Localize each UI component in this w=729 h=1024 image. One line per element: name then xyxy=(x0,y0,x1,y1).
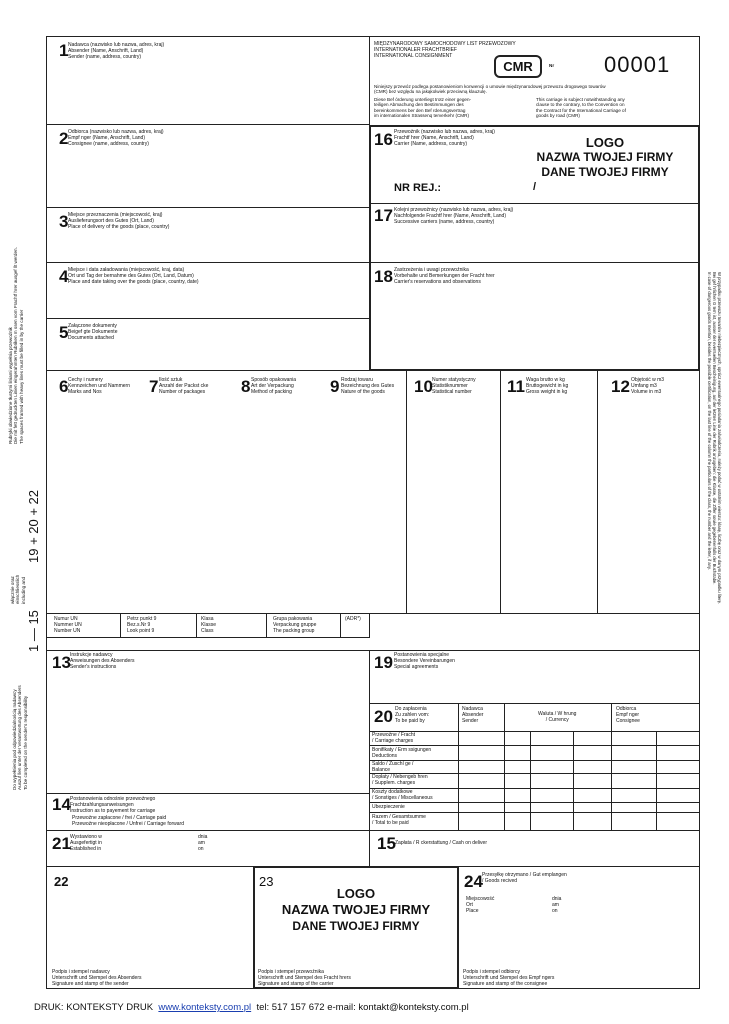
field-19-number: 19 xyxy=(374,653,393,672)
field-21-number: 21 xyxy=(52,834,71,853)
dangerous-goods-note-de: Bei gef hrlichen G tern ist, ausser der eventuellen Bescheinigung, auf der letzten Linie der Rubrik anzugeben: die Klasse, die Ziffer sowie gegebenenfalls der Buchstabe. xyxy=(712,272,717,585)
field-20-number: 20 xyxy=(374,707,393,726)
field-13-label: Instrukcje nadawcy Anweisungen des Absenders Sender's instructions xyxy=(70,652,135,670)
sender-responsibility-note xyxy=(12,685,28,790)
stamp-logo-text: LOGO xyxy=(336,886,376,901)
registration-slash: / xyxy=(533,181,537,193)
printer-name: DRUK: KONTEKSTY DRUK xyxy=(34,1002,154,1013)
carrier-signature-label: Podpis i stempel przewoźnika Unterschrift und Stempel des Fracht hrers Signature and stamp of the carrier xyxy=(258,969,351,987)
title-de: INTERNATIONALER FRACHTBRIEF xyxy=(374,47,457,53)
dangerous-goods-note xyxy=(707,272,722,604)
pay-row-carriage: Przewoźne / Fracht / Carriage charges xyxy=(372,732,416,744)
field-11-label: Waga brutto w kg Bruttogewicht in kg Gross weight in kg xyxy=(526,377,569,395)
title-pl: MIĘDZYNARODOWY SAMOCHODOWY LIST PRZEWOZOWY xyxy=(374,41,516,47)
carrier-logo xyxy=(520,135,690,180)
field-7-label: Ilość sztuk Anzahl der Packst cke Number of packages xyxy=(159,377,209,395)
field-10-label: Numer statystyczny Statistiknummer Statistical number xyxy=(432,377,476,395)
nr-label: Nr xyxy=(549,63,555,68)
field-15-label: Zapłata / R ckerstattung / Cash on deliver xyxy=(395,840,487,846)
field-23-number: 23 xyxy=(259,874,274,889)
field-4-label: Miejsce i data załadowania (miejscowość, kraj, data) Ort und Tag der bernahme des Gutes (Ort, Land, Datum) Place and date taking over the goods (place, country, date) xyxy=(68,267,199,285)
field-3-label: Miejsce przeznaczenia (miejscowość, kraj) Auslieferungsort des Gutes (Ort, Land) Place of delivery of the goods (place, country) xyxy=(68,212,170,230)
cmr-badge: CMR xyxy=(494,55,542,78)
sender-responsibility-note-en: To be completed on the sender's responsibility xyxy=(22,695,28,790)
printer-contact: tel: 517 157 672 e-mail: kontakt@konteksty.com.pl xyxy=(256,1002,469,1013)
range-1-15: 1 — 15 xyxy=(26,610,41,652)
pay-row-balance: Saldo / Zuschl ge / Balance xyxy=(372,761,414,773)
sender-responsibility-note-pl: Do wypełnienia pod odpowiedzialnością nadawcy xyxy=(12,689,17,790)
pay-row-misc: Koszty dodatkowe / Sonstiges / Miscellaneous xyxy=(372,789,433,801)
field-10-number: 10 xyxy=(414,377,433,396)
class-label: Klasa Klasse Class xyxy=(201,616,217,634)
field-9-number: 9 xyxy=(330,377,340,396)
including-note xyxy=(10,575,26,604)
document-number: 00001 xyxy=(604,52,671,77)
including-note-de: einschliesslich xyxy=(15,574,21,604)
including-note-en: including and xyxy=(20,576,26,604)
field-19-label: Postanowienia specjalne Besondere Vereinbarungen Special agreements xyxy=(394,652,455,670)
look-point-label: Petrz punkt 9 Bez.s.Nr 9 Look point 9 xyxy=(127,616,157,634)
field-14-options: Przewoźne zapłacone / frei / Carriage paid Przewoźne nieopłacone / Unfrei / Carriage forward xyxy=(72,815,184,827)
pay-row-total: Razem / Gesamtsumme / Total to be paid xyxy=(372,814,426,826)
field-14-label: Postanowienia odnośnie przewoźnego Frachtzahlungsanweisungen Instruction as to payement for carriage xyxy=(70,796,156,814)
field-16-label: Przewoźnik (nazwisko lub nazwa, adres, kraj) Frachtf hrer (Name, Anschrift, Land) Carrier (Name, address, country) xyxy=(394,129,495,147)
pay-consignee-header: Odbiorca Empf nger Consignee xyxy=(616,706,640,724)
printer-website-link[interactable]: www.konteksty.com.pl xyxy=(158,1002,252,1013)
field-12-label: Objętość w m3 Umfang m3 Volume in m3 xyxy=(631,377,665,395)
convention-note-de: Diese Bef órderung unterliegt trotz einer gegen- teiligen Abmachung den Bestimmungen des bereinkommens ber den Bef rderungsvertrag im internationalen Strassenq terverkehr (CMR) xyxy=(374,97,472,119)
field-22-number: 22 xyxy=(54,874,69,889)
field-1-number: 1 xyxy=(59,41,69,60)
adr-label: (ADR*) xyxy=(345,616,361,622)
field-6-number: 6 xyxy=(59,377,69,396)
field-18-number: 18 xyxy=(374,267,393,286)
un-number-label: Numur UN Nummer UN Number UN xyxy=(54,616,82,634)
field-13-number: 13 xyxy=(52,653,71,672)
field-21-date: dnia am on xyxy=(198,834,208,852)
dangerous-goods-note-pl: W przypadku przewozu towarów niebezpiecznych, oprócz ewentualnego posiadania zaświadczenia, należy podać w ostatnim wierszu: klasę, liczbę oraz w danym przypadku literę. xyxy=(717,272,722,605)
stamp-logo xyxy=(256,886,456,934)
print-footer xyxy=(34,1002,469,1013)
consignee-signature-label: Podpis i stempel odbiorcy Unterschrift und Stempel des Empf ngers Signature and stamp of the consignee xyxy=(463,969,555,987)
field-18-label: Zastrzeżenia i uwagi przewoźnika Vorbehalte und Bemerkungen der Fracht hrer Carrier's reservations and observations xyxy=(394,267,495,285)
registration-label: NR REJ.: xyxy=(394,182,442,194)
field-9-label: Rodzaj towaru Bezeichnung des Gutes Nature of the goods xyxy=(341,377,395,395)
field-17-number: 17 xyxy=(374,206,393,225)
convention-note-pl: Niniejszy przewóz podlega postanowieniom konwencji o umowie międzynarodowej przewozu drogowego towarów (CMR) bez względu na jakąkolwiek przeciwną klauzulę. xyxy=(374,84,606,95)
field-2-number: 2 xyxy=(59,129,69,148)
field-17-label: Kolejni przewoźnicy (nazwisko lub nazwa, adres, kraj) Nachfolgende Frachtf hrer (Name, Anschrift, Land) Successive carriers (name, address, country) xyxy=(394,207,514,225)
field-12-number: 12 xyxy=(611,377,630,396)
field-20-label: Do zapłacenia Zu zahlen vom: To be paid by xyxy=(395,706,430,724)
field-2-label: Odbiorca (nazwisko lub nazwa, adres, kraj) Empf nger (Name, Anschrift, Land) Consignee (name, address, country) xyxy=(68,129,164,147)
field-24-number: 24 xyxy=(464,872,483,891)
field-8-number: 8 xyxy=(241,377,251,396)
field-16-number: 16 xyxy=(374,130,393,149)
stamp-company-name: NAZWA TWOJEJ FIRMY xyxy=(281,902,431,917)
field-15-number: 15 xyxy=(377,834,396,853)
carrier-fill-note xyxy=(8,247,24,444)
pay-row-insurance: Ubezpieczenie xyxy=(372,804,405,810)
stamp-company-data: DANE TWOJEJ FIRMY xyxy=(292,919,420,933)
field-7-number: 7 xyxy=(149,377,159,396)
field-4-number: 4 xyxy=(59,267,69,286)
field-5-label: Załączone dokumenty Beigef gte Dokumente Documents attached xyxy=(68,323,118,341)
pay-sender-header: Nadawca Absender Sender xyxy=(462,706,484,724)
field-5-number: 5 xyxy=(59,323,69,342)
convention-note-en: This carriage is subject notwithstanding any clause to the contrary, to the Convention on the Contract for the International Carriage of goods by road (CMR) xyxy=(536,97,626,119)
field-6-label: Cechy i numery Kennzeichen und Nammern Marks and Nos xyxy=(68,377,130,395)
packing-group-label: Grupa pakowania Verpackung gruppe The packing group xyxy=(273,616,317,634)
field-8-label: Sposób opakowania Art der Verpackung Method of packing xyxy=(251,377,297,395)
pay-currency-header: Waluta / W hrung / Currency xyxy=(538,711,577,723)
carrier-company-name: NAZWA TWOJEJ FIRMY xyxy=(536,150,674,164)
field-3-number: 3 xyxy=(59,212,69,231)
carrier-company-data: DANE TWOJEJ FIRMY xyxy=(541,165,669,179)
field-24-label: Przesyłkę otrzymano / Gut emplangen / Goods recived xyxy=(482,872,567,884)
carrier-fill-note-pl: Rubryki obwiedzione tłustymi liniami wypełnia przewoźnik xyxy=(8,327,13,444)
field-24-place: Miejscowość Ort Place xyxy=(466,896,495,914)
dangerous-goods-note-en: In case of dangerous goods mention, besides the possible certification, on the last line of the column the particulars of the class, the number and the letter, if any. xyxy=(707,272,712,570)
field-24-date: dnia am on xyxy=(552,896,562,914)
title-en: INTERNATIONAL CONSIGNMENT xyxy=(374,53,453,59)
field-21-label: Wystawiono w Ausgefertigt in Established in xyxy=(70,834,102,852)
pay-row-deductions: Bonifikaty / Erm ssigungen Deductions xyxy=(372,747,432,759)
carrier-fill-note-de: Die mit fett gedruckten Linien eingerahmten Rubriken m ssen vom Frachtf hrer ausgef llt werden. xyxy=(13,247,19,444)
carrier-logo-text: LOGO xyxy=(585,135,625,150)
sender-responsibility-note-de: Auszuf llen unter der Verantwortung des Absenders xyxy=(17,685,23,790)
range-19-20-22: 19 + 20 + 22 xyxy=(26,489,41,563)
carrier-fill-note-en: The spaces framed with heavy lines must be filled in by the carrier xyxy=(18,309,24,444)
including-note-pl: włącznie oraz xyxy=(10,576,15,604)
field-1-label: Nadawca (nazwisko lub nazwa, adres, kraj) Absender (Name, Anschrift, Land) Sender (name, address, country) xyxy=(68,42,165,60)
field-14-number: 14 xyxy=(52,795,71,814)
sender-signature-label: Podpis i stempel nadawcy Unterschrift und Stempel des Absenders Signature and stamp of the sender xyxy=(52,969,142,987)
pay-row-supplements: Dopłaty / Nebengeb hren / Supplem. charges xyxy=(372,774,428,786)
field-11-number: 11 xyxy=(507,377,525,396)
